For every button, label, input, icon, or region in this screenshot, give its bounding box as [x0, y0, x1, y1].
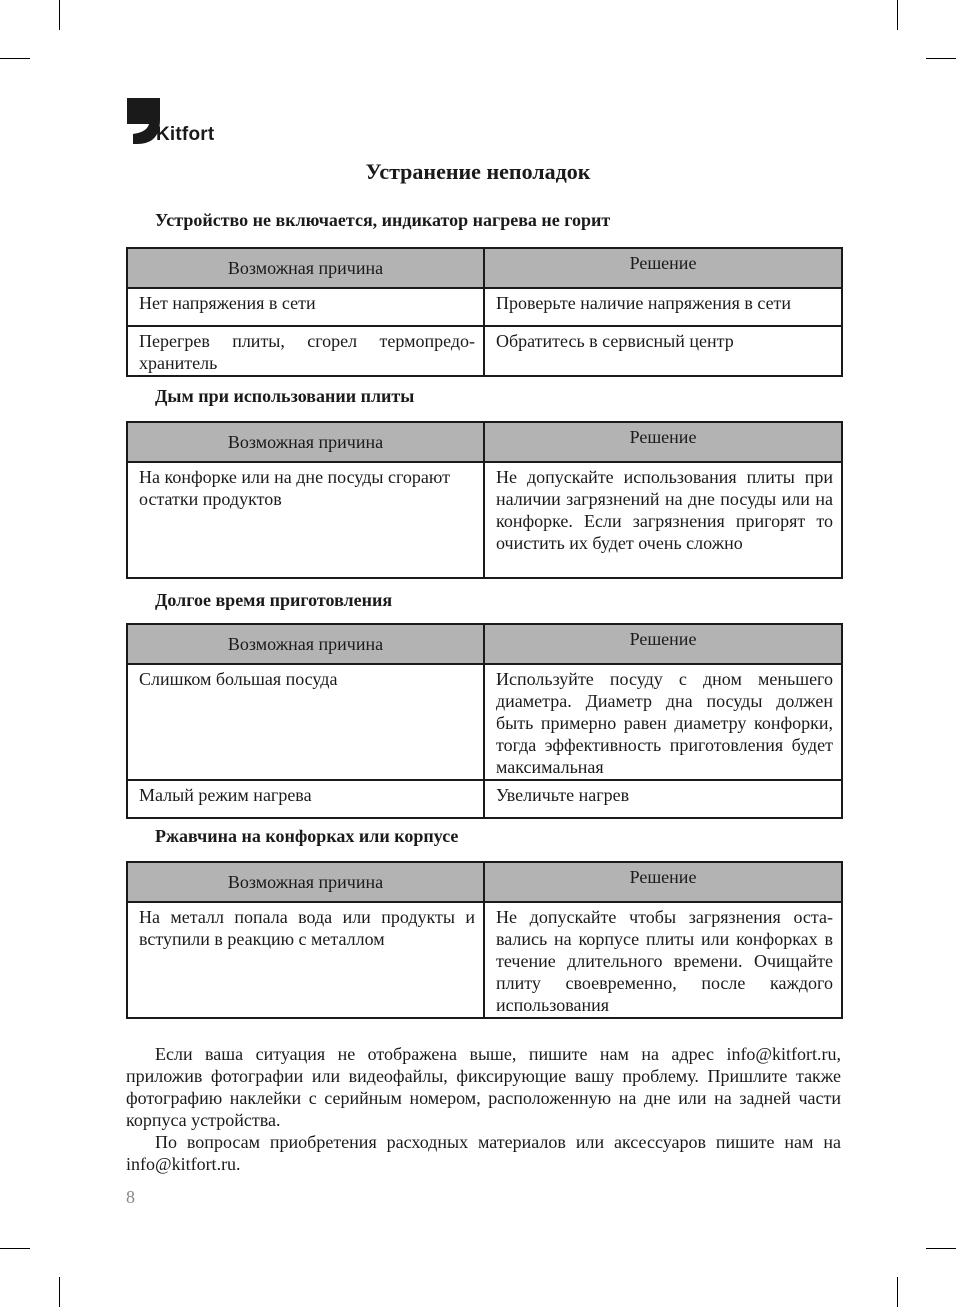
crop-mark [897, 1277, 898, 1307]
cause-cell: Слишком большая посуда [127, 664, 484, 780]
footer-paragraph: Если ваша ситуация не отображена выше, пишите нам на адрес info@kitfort.ru, приложив фотографии или видеофайлы, фиксирующие вашу проблему. Пришлите также фотографию наклейки с серийным номером, расположенную на дне или на задней части корпуса устройства. [126, 1044, 841, 1130]
troubleshooting-table [126, 861, 843, 1019]
column-header-cause: Возможная причина [127, 624, 484, 664]
column-header-solution: Решение [484, 422, 842, 462]
table-row [127, 664, 842, 780]
solution-cell: Используйте посуду с дном меньшего диаметра. Диаметр дна посуды должен быть примерно равен диаметру конфорки, тогда эффективность приготовления будет максимальная [484, 664, 842, 780]
section-title: Дым при использовании плиты [155, 386, 415, 406]
crop-mark [926, 58, 956, 59]
table-row [127, 462, 842, 578]
cause-cell: На конфорке или на дне посуды сгорают остатки продуктов [127, 462, 484, 578]
solution-cell: Обратитесь в сервисный центр [484, 326, 842, 376]
column-header-cause: Возможная причина [127, 422, 484, 462]
cause-cell: Нет напряжения в сети [127, 288, 484, 326]
table-row [127, 288, 842, 326]
column-header-solution: Решение [484, 624, 842, 664]
section-title: Устройство не включается, индикатор нагрева не горит [155, 210, 611, 230]
table-row [127, 780, 842, 818]
cause-cell: Перегрев плиты, сгорел термопредохранитель [127, 326, 484, 376]
troubleshooting-table [126, 247, 843, 377]
crop-mark [897, 0, 898, 30]
page-title: Устранение неполадок [365, 159, 591, 184]
solution-cell: Не допускайте чтобы загрязнения оставались на корпусе плиты или конфорках в течение длительного времени. Очищайте плиту своевременно, после каждого использования [484, 902, 842, 1018]
solution-cell: Увеличьте нагрев [484, 780, 842, 818]
page-number: 8 [126, 1187, 135, 1207]
table-header-row [127, 422, 842, 462]
crop-mark [59, 0, 60, 30]
crop-mark [59, 1277, 60, 1307]
troubleshooting-table [126, 623, 843, 819]
footer-paragraph: По вопросам приобретения расходных материалов или аксессуаров пишите нам на info@kitfort.ru. [126, 1132, 841, 1174]
column-header-cause: Возможная причина [127, 248, 484, 288]
solution-cell: Проверьте наличие напряжения в сети [484, 288, 842, 326]
solution-cell: Не допускайте использования плиты при наличии загрязнений на дне посуды или на конфорке. Если загрязнения пригорят то очистить их будет очень сложно [484, 462, 842, 578]
crop-mark [0, 1248, 30, 1249]
column-header-solution: Решение [484, 862, 842, 902]
table-row [127, 326, 842, 376]
contact-info [126, 1043, 841, 1175]
troubleshooting-table [126, 421, 843, 579]
table-row [127, 902, 842, 1018]
cause-cell: Малый режим нагрева [127, 780, 484, 818]
table-header-row [127, 248, 842, 288]
crop-mark [926, 1248, 956, 1249]
table-header-row [127, 624, 842, 664]
section-title: Долгое время приготовления [155, 590, 393, 610]
table-header-row [127, 862, 842, 902]
brand-name: Kitfort [156, 124, 215, 145]
column-header-solution: Решение [484, 248, 842, 288]
cause-cell: На металл попала вода или продукты и вступили в реакцию с металлом [127, 902, 484, 1018]
crop-mark [0, 58, 30, 59]
column-header-cause: Возможная причина [127, 862, 484, 902]
section-title: Ржавчина на конфорках или корпусе [155, 826, 459, 846]
